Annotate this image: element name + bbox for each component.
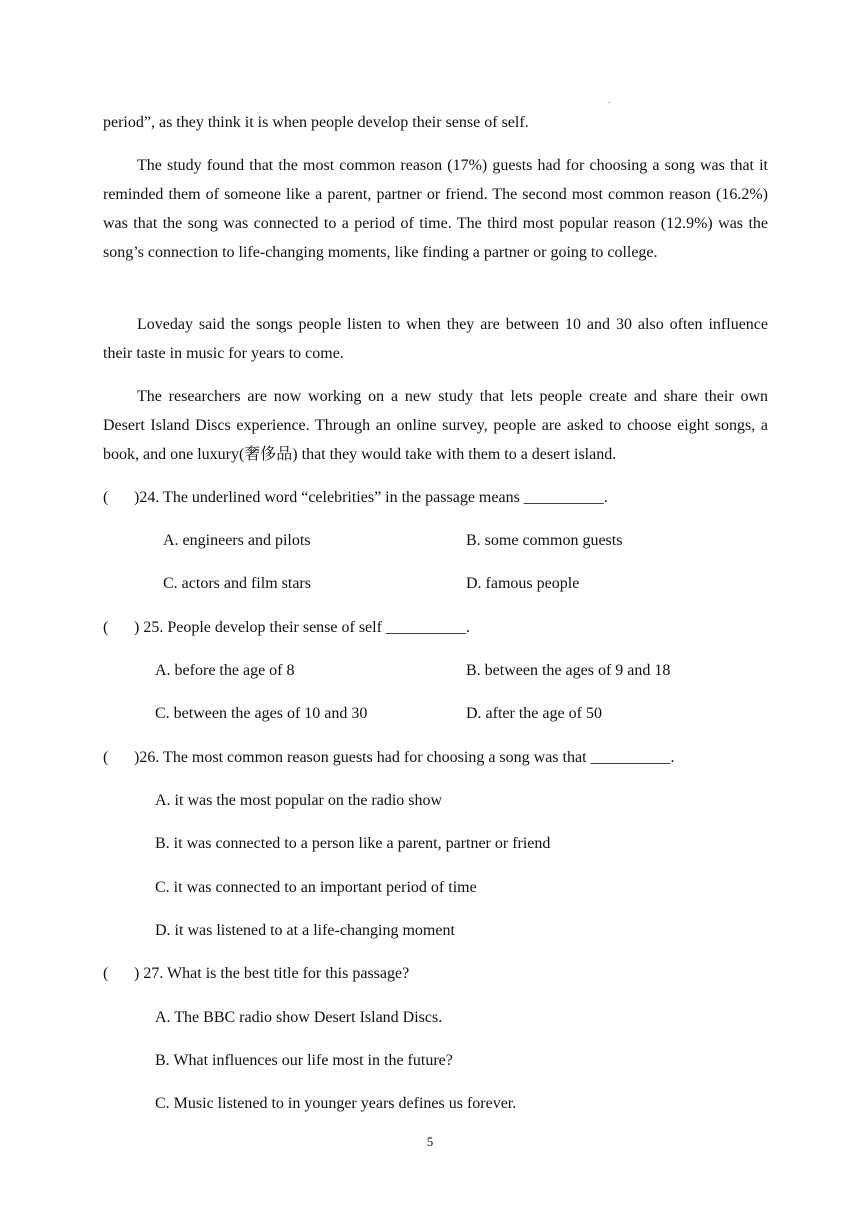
question-26-option-d: D. it was listened to at a life-changing moment [155,922,455,939]
question-24-option-d: D. famous people [466,575,580,592]
page-number: 5 [426,1134,434,1149]
question-25-text: 25. People develop their sense of self __________. [139,619,470,636]
passage-paragraph-4: The researchers are now working on a new study that lets people create and share their own Desert Island Discs experience. Through an online survey, people are asked to choose eight songs, a book, and one luxury(奢侈品) that they would take with them to a desert island. [103,388,768,463]
question-27-prompt [134,964,409,984]
question-24-text: 24. The underlined word “celebrities” in the passage means __________. [139,489,608,506]
answer-blank-open: ( [103,619,109,636]
answer-blank-open: ( [103,489,109,506]
question-25-option-c: C. between the ages of 10 and 30 [155,705,368,722]
question-26-prompt [134,748,675,768]
passage-paragraph-2: The study found that the most common reason (17%) guests had for choosing a song was that it reminded them of someone like a parent, partner or friend. The second most common reason (16.2%) was that the song was connected to a period of time. The third most popular reason (12.9%) was the song’s connection to life-changing moments, like finding a partner or going to college. [103,157,768,261]
answer-blank-close: ) [134,489,140,506]
question-25-option-a: A. before the age of 8 [155,662,295,679]
stray-dot: . [608,96,610,105]
question-26-option-c: C. it was connected to an important period of time [155,879,477,896]
answer-blank-open: ( [103,749,109,766]
answer-blank-close: ) [134,965,140,982]
question-25-prompt [134,618,470,638]
passage-paragraph-3: Loveday said the songs people listen to when they are between 10 and 30 also often influence their taste in music for years to come. [103,316,768,362]
question-27-option-b: B. What influences our life most in the future? [155,1052,453,1069]
question-26-text: 26. The most common reason guests had for choosing a song was that __________. [139,749,675,766]
question-24-option-a: A. engineers and pilots [163,532,311,549]
passage-paragraph-1: period”, as they think it is when people develop their sense of self. [103,114,529,131]
question-26-option-b: B. it was connected to a person like a parent, partner or friend [155,835,551,852]
question-24-option-b: B. some common guests [466,532,623,549]
answer-blank-close: ) [134,619,140,636]
question-27-option-a: A. The BBC radio show Desert Island Discs. [155,1009,443,1026]
question-26-option-a: A. it was the most popular on the radio show [155,792,443,809]
question-24-prompt [134,488,608,508]
answer-blank-close: ) [134,749,140,766]
question-27-option-c: C. Music listened to in younger years defines us forever. [155,1095,517,1112]
answer-blank-open: ( [103,965,109,982]
question-24-option-c: C. actors and film stars [163,575,311,592]
question-25-option-d: D. after the age of 50 [466,705,602,722]
question-25-option-b: B. between the ages of 9 and 18 [466,662,671,679]
question-27-text: 27. What is the best title for this passage? [139,965,410,982]
